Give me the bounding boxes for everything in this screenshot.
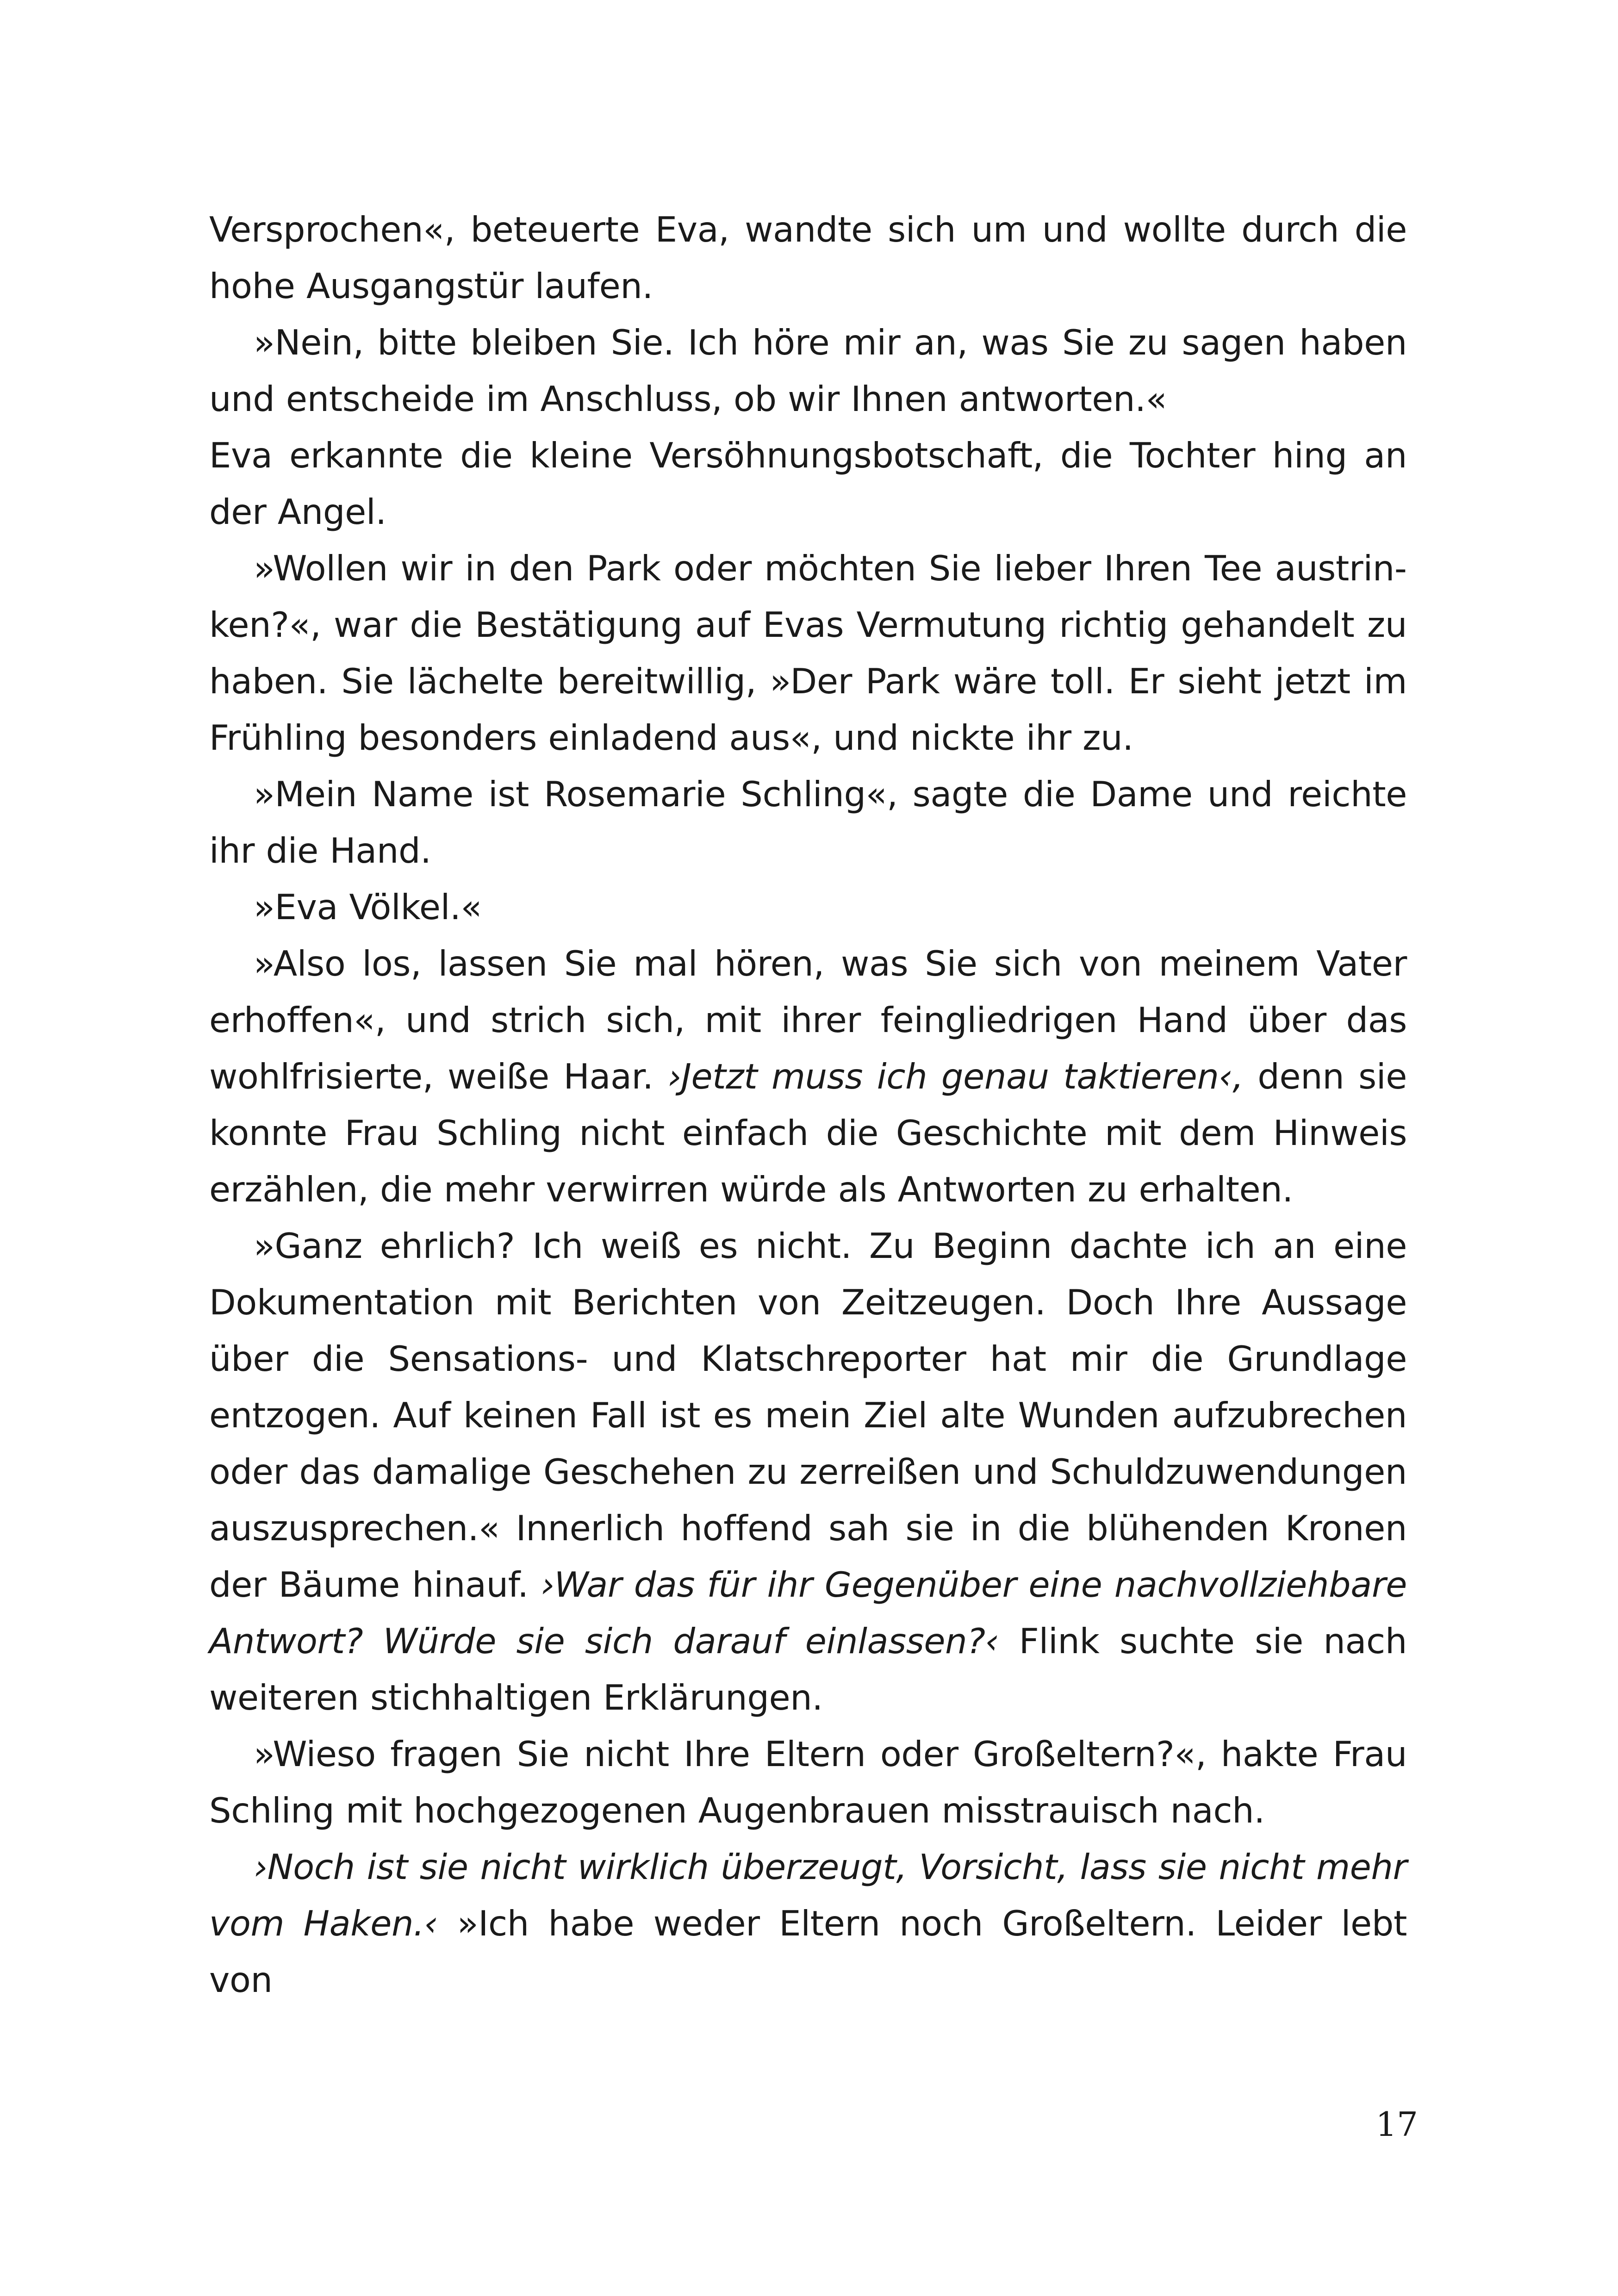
paragraph bbox=[209, 427, 1407, 540]
text-segment: »Ich habe weder Eltern noch Großeltern. Leider lebt von bbox=[209, 1903, 1407, 2000]
paragraph bbox=[209, 314, 1407, 427]
paragraph bbox=[209, 1839, 1407, 2008]
paragraph bbox=[209, 201, 1407, 314]
italic-thought: ›War das für ihr Gegenüber eine nachvollziehbare Antwort? Würde sie sich darauf einlassen?‹ bbox=[209, 1564, 1407, 1661]
text-segment: denn sie konnte Frau Schling nicht einfach die Geschichte mit dem Hinweis erzählen, die mehr verwirren würde als Antworten zu erhalten. bbox=[209, 1056, 1407, 1210]
paragraph bbox=[209, 879, 1407, 935]
text-segment: »Eva Völkel.« bbox=[254, 887, 482, 927]
text-segment: »Ganz ehrlich? Ich weiß es nicht. Zu Beginn dachte ich an eine Dokumentation mit Berichten von Zeitzeugen. Doch Ihre Aussage über die Sensations- und Klatschreporter hat mir die Grundlage entzogen. Auf keinen Fall ist es mein Ziel alte Wunden aufzubrechen oder das damalige Geschehen zu zerreißen und Schuldzuwendungen auszusprechen.« Innerlich hoffend sah sie in die blühenden Kronen der Bäume hinauf. bbox=[209, 1226, 1407, 1605]
text-segment: »Wieso fragen Sie nicht Ihre Eltern oder Großeltern?«, hakte Frau Schling mit hochgezogenen Augenbrauen misstrauisch nach. bbox=[209, 1734, 1407, 1831]
text-segment: »Also los, lassen Sie mal hören, was Sie sich von meinem Vater erhoffen«, und strich sich, mit ihrer feingliedrigen Hand über das wohlfrisierte, weiße Haar. bbox=[209, 943, 1407, 1097]
italic-thought: ›Noch ist sie nicht wirklich überzeugt, Vorsicht, lass sie nicht mehr vom Haken.‹ bbox=[209, 1847, 1407, 1944]
paragraph bbox=[209, 1218, 1407, 1726]
italic-thought: ›Jetzt muss ich genau taktieren‹, bbox=[667, 1056, 1244, 1097]
text-segment: Eva erkannte die kleine Versöhnungsbotschaft, die Tochter hing an der Angel. bbox=[209, 435, 1407, 532]
text-segment: »Nein, bitte bleiben Sie. Ich höre mir an, was Sie zu sagen haben und entscheide im Anschluss, ob wir Ihnen antworten.« bbox=[209, 322, 1407, 419]
paragraph bbox=[209, 766, 1407, 879]
body-text bbox=[209, 201, 1407, 2008]
text-segment: Flink suchte sie nach weiteren stichhaltigen Erklärungen. bbox=[209, 1621, 1407, 1718]
text-segment: »Mein Name ist Rosemarie Schling«, sagte die Dame und reichte ihr die Hand. bbox=[209, 774, 1407, 871]
page-number: 17 bbox=[1375, 2105, 1418, 2144]
text-segment: Versprochen«, beteuerte Eva, wandte sich um und wollte durch die hohe Ausgangstür laufen. bbox=[209, 209, 1407, 306]
text-segment: »Wollen wir in den Park oder möchten Sie lieber Ihren Tee austrinken?«, war die Bestätigung auf Evas Vermutung richtig gehandelt zu haben. Sie lächelte bereitwillig, »Der Park wäre toll. Er sieht jetzt im Frühling besonders einladend aus«, und nickte ihr zu. bbox=[209, 548, 1407, 758]
paragraph bbox=[209, 1726, 1407, 1839]
paragraph bbox=[209, 935, 1407, 1218]
paragraph bbox=[209, 540, 1407, 766]
